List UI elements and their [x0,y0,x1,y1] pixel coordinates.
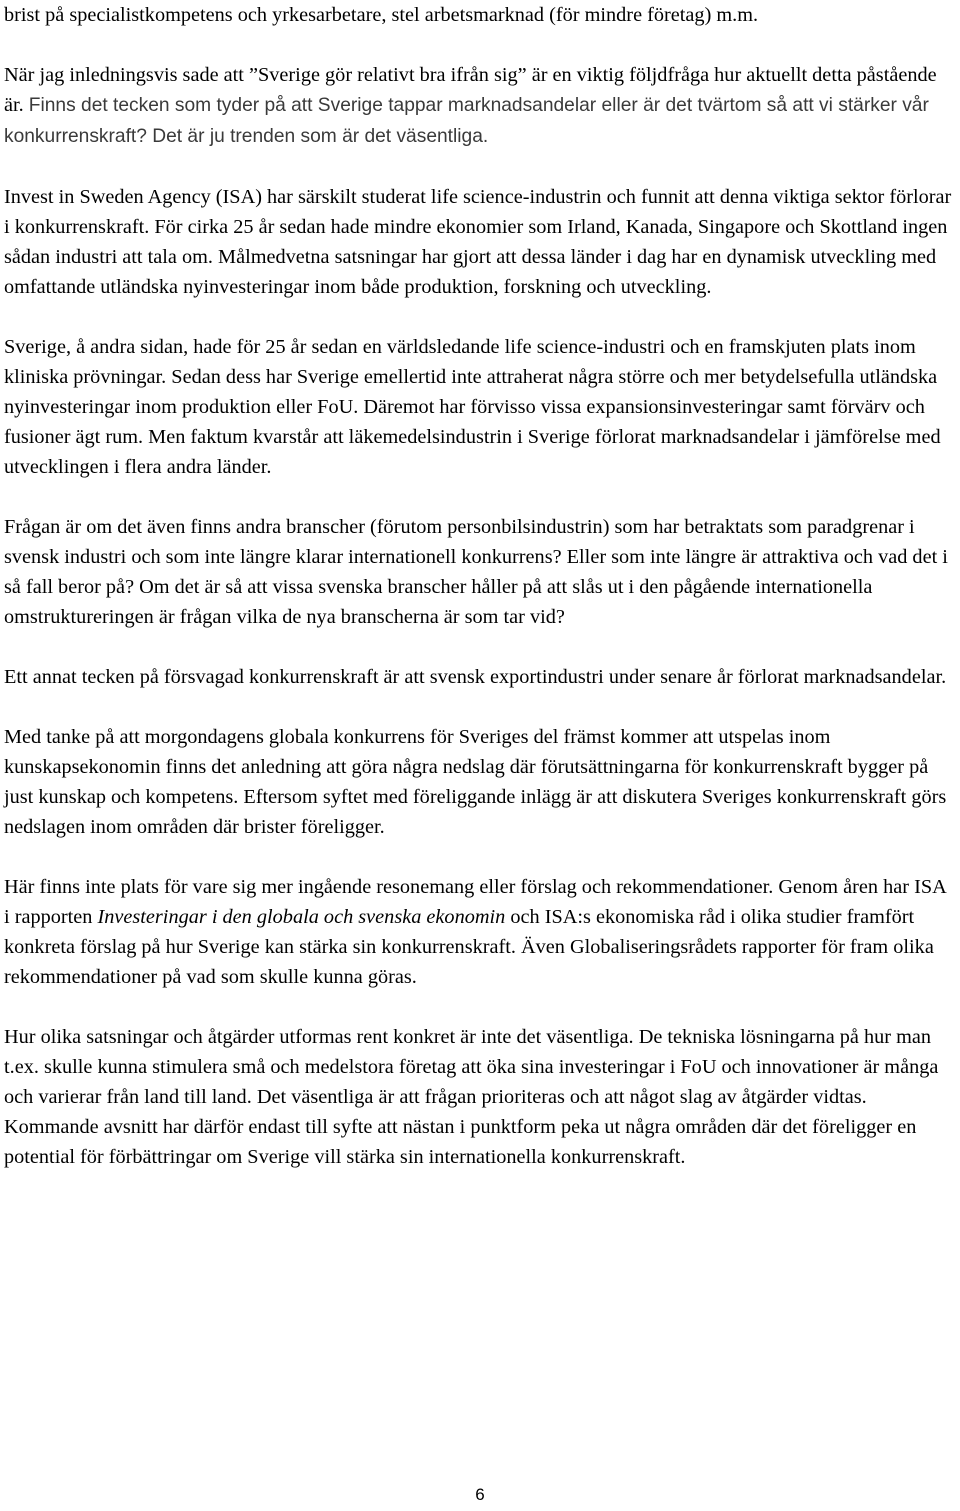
paragraph-measures [4,1022,956,1172]
paragraph-continued [4,0,956,30]
paragraph-text: För cirka 25 år sedan hade mindre ekonomier som Irland, Kanada, Singapore och Skottland ingen sådan industri att tala om. Målmedvetna satsningar har gjort att dessa länder i dag har en dynamisk utveckling med omfattande utländska nyinvesteringar inom både produktion, forskning och utveckling. [4,216,948,298]
document-page [4,0,956,1202]
paragraph-other-industries [4,512,956,632]
paragraph-text: och ISA:s ekonomiska råd i olika studier framfört konkreta förslag på hur Sverige kan stärka sin konkurrenskraft. Även Globaliseringsrådets rapporter för fram olika rekommendationer på vad som skulle kunna göras. [4,906,934,988]
paragraph-isa-life-science [4,182,956,302]
paragraph-recommendations [4,872,956,992]
paragraph-text: Med tanke på att morgondagens globala konkurrens för Sveriges del främst kommer att utspelas inom kunskapsekonomin finns det anledning att göra några nedslag där förutsättningarna för konkurrenskraft bygger på just kunskap och kompetens. Eftersom syftet med föreliggande inlägg är att diskutera Sveriges konkurrenskraft görs nedslagen inom områden där brister föreligger. [4,726,947,838]
paragraph-text: Frågan är om det även finns andra branscher (förutom personbilsindustrin) som har betraktats som paradgrenar i svensk industri och som inte längre klarar internationell konkurrens? Eller som inte längre är attraktiva och vad det i så fall beror på? Om det är så att vissa svenska branscher håller på att slås ut i den pågående internationella omstruktureringen är frågan vilka de nya branscherna är som tar vid? [4,516,948,628]
page-number: 6 [475,1485,485,1504]
paragraph-text: Sverige, å andra sidan, hade för 25 år sedan en världsledande life science-industri och en framskjuten plats inom kliniska prövningar. Sedan dess har Sverige emellertid inte attraherat några större och mer betydelsefulla utländska nyinvesteringar inom produktion eller FoU. Däremot har förvisso vissa expansionsinvesteringar samt förvärv och fusioner ägt rum. Men faktum kvarstår att läkemedelsindustrin i Sverige förlorat marknadsandelar i jämförelse med utvecklingen i flera andra länder. [4,336,941,478]
paragraph-text: Här finns inte plats för vare sig mer ingående resonemang eller förslag och rekommendationer. Genom åren har ISA i rapporten [4,876,946,928]
paragraph-text: Ett annat tecken på försvagad konkurrenskraft är att svensk exportindustri under senare år förlorat marknadsandelar. [4,666,947,688]
paragraph-sweden-life-science [4,332,956,482]
paragraph-trend [4,60,956,152]
paragraph-text: Invest in Sweden Agency (ISA) har särskilt studerat life science-industrin och funnit att denna viktiga sektor förlorar i konkurrenskraft. [4,186,952,238]
report-title-italic: Investeringar i den globala och svenska ekonomin [97,906,506,928]
paragraph-export-share [4,662,956,692]
paragraph-text-sans: Finns det tecken som tyder på att Sverige tappar marknadsandelar eller är det tvärtom så att vi stärker vår konkurrenskraft? Det är ju trenden som är det väsentliga. [4,95,929,147]
paragraph-knowledge-economy [4,722,956,842]
paragraph-text: brist på specialistkompetens och yrkesarbetare, stel arbetsmarknad (för mindre företag) m.m. [4,4,759,26]
paragraph-text: Hur olika satsningar och åtgärder utformas rent konkret är inte det väsentliga. De tekniska lösningarna på hur man t.ex. skulle kunna stimulera små och medelstora företag att öka sina investeringar i FoU och innovationer är många och varierar från land till land. Det väsentliga är att frågan prioriteras och att något slag av åtgärder vidtas. Kommande avsnitt har därför endast till syfte att nästan i punktform peka ut några områden där det föreligger en potential för förbättringar om Sverige vill stärka sin internationella konkurrenskraft. [4,1026,939,1168]
paragraph-text: När jag inledningsvis sade att ”Sverige gör relativt bra ifrån sig” är en viktig följdfråga hur aktuellt detta påstående är. [4,64,937,116]
